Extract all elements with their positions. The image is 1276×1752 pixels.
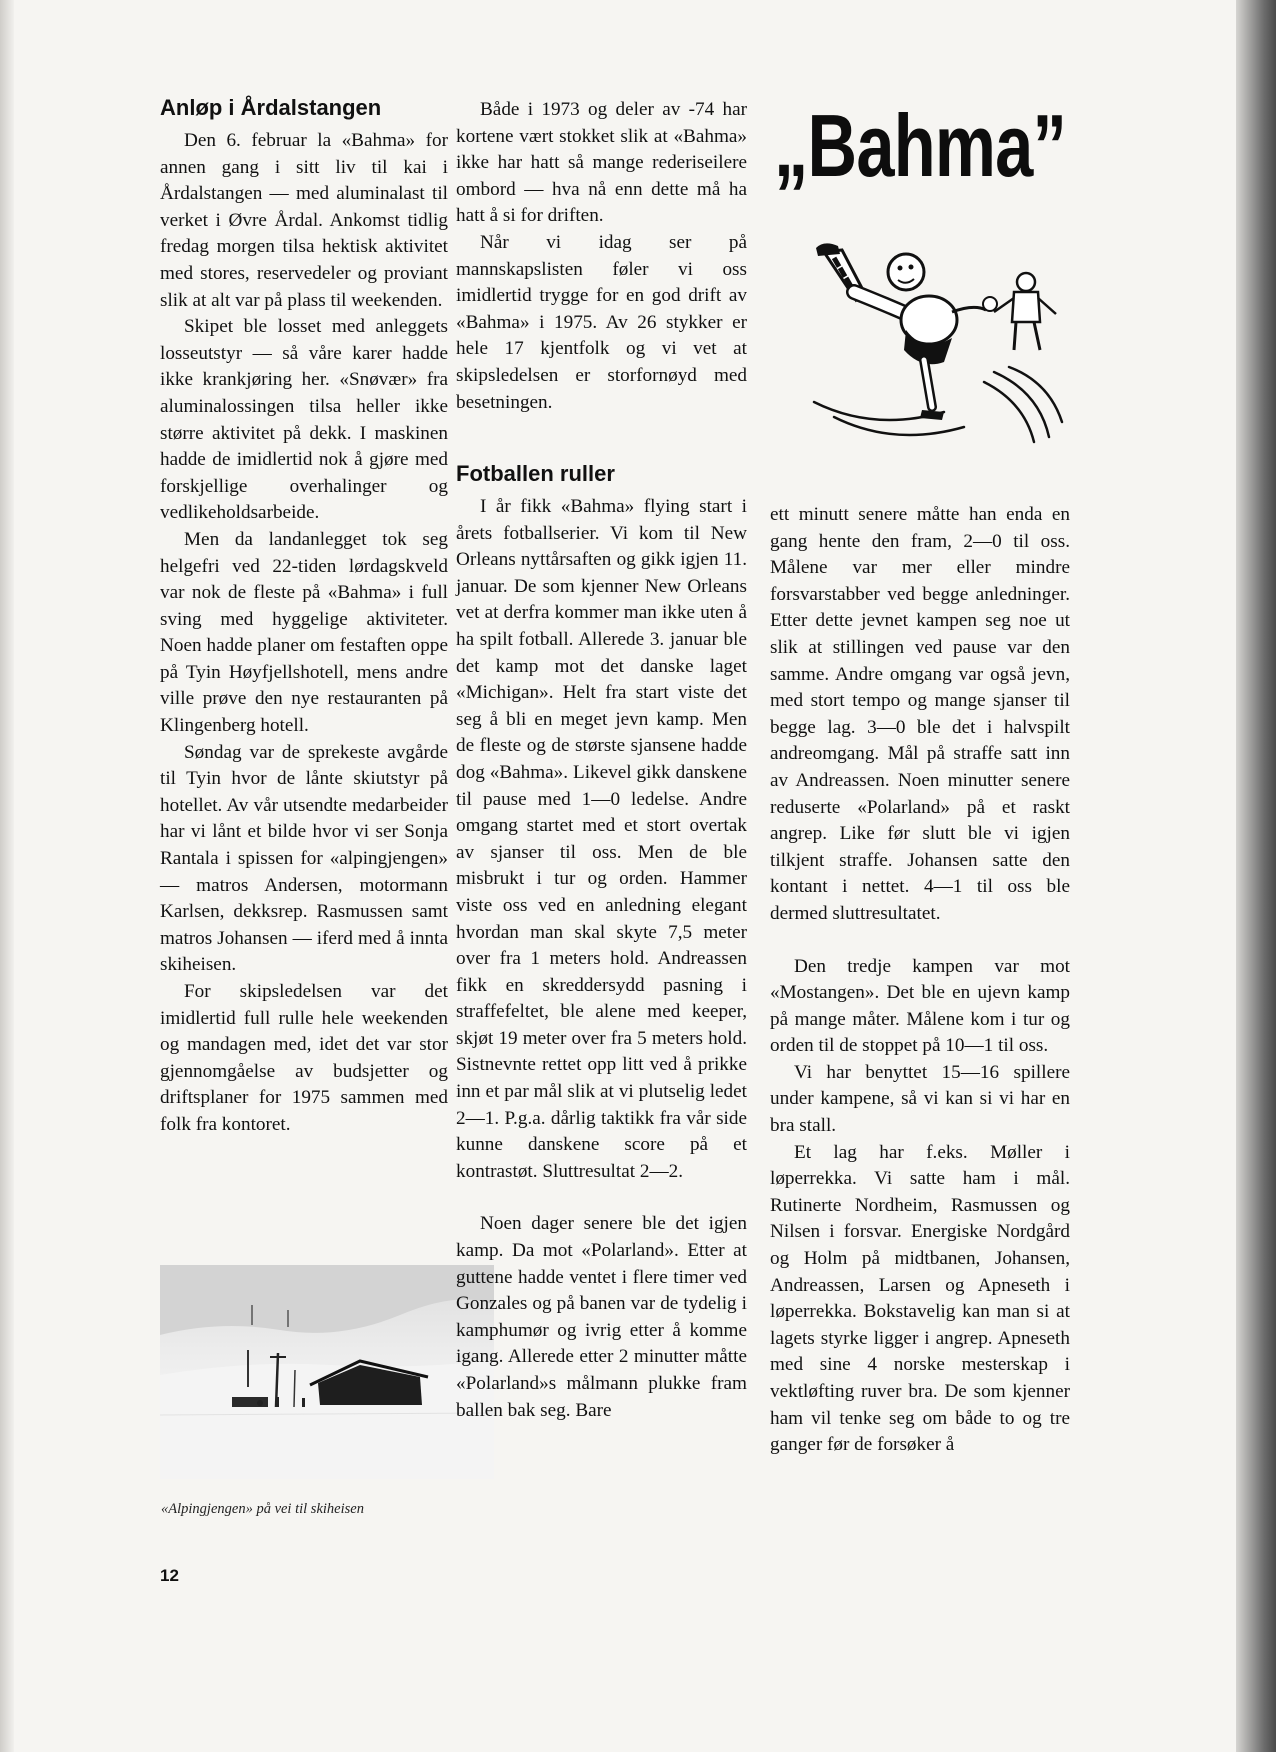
paragraph: Den tredje kampen var mot «Mostangen». Det ble en ujevn kamp på mange måter. Målene kom i tur og orden til de stoppet på 10—1 til oss. xyxy=(770,955,1070,1057)
column-2-top xyxy=(456,97,747,416)
article-heading-ardalstangen: Anløp i Årdalstangen xyxy=(160,95,382,120)
photo-caption: «Alpingjengen» på vei til skiheisen xyxy=(161,1501,364,1517)
paragraph: Den 6. februar la «Bahma» for annen gang i sitt liv til kai i Årdalstangen — med aluminalast til verket i Øvre Årdal. Ankomst tidlig fredag morgen tilsa hektisk aktivitet med stores, reservedeler og proviant slik at alt var på plass til weekenden. xyxy=(160,130,448,311)
ship-name-masthead: „Bahma” xyxy=(774,96,1067,195)
paragraph: I år fikk «Bahma» flying start i årets fotballserier. Vi kom til New Orleans nyttårsaften og gikk igjen 11. januar. De som kjenner New Orleans vet at derfra kommer man ikke uten å ha spilt fotball. Allerede 3. januar ble det kamp mot det danske laget «Michigan». Helt fra start viste det seg å bli en meget jevn kamp. Men de fleste og de største sjansene hadde dog «Bahma». Likevel gikk danskene til pause med 1—0 ledelse. Andre omgang startet med et stort overtak av sjanser til oss. Men de ble misbrukt i tur og orden. Hammer viste oss ved en anledning elegant hvordan man skal skyte 7,5 meter over fra 1 meters hold. Andreassen fikk en skreddersydd pasning i straffefeltet, ble alene med keeper, skjøt 19 meter over fra 5 meters hold. Sistnevnte rettet opp litt ved å prikke inn et par mål slik at vi plutselig ledet 2—1. P.g.a. dårlig taktikk fra vår side kunne danskene score på et kontrastøt. Sluttresultat 2—2. xyxy=(456,496,747,1182)
column-1 xyxy=(160,94,448,1139)
ski-lift-photo xyxy=(160,1265,494,1479)
snow-landscape-illustration xyxy=(160,1265,494,1479)
article-heading-fotballen: Fotballen ruller xyxy=(456,461,615,486)
paragraph: For skipsledelsen var det imidlertid full rulle hele weekenden og mandagen med, idet det var stor gjennomgåelse av budsjetter og driftsplaner for 1975 sammen med folk fra kontoret. xyxy=(160,981,448,1135)
football-player-cartoon xyxy=(794,242,1094,462)
paragraph: Søndag var de sprekeste avgårde til Tyin hvor de lånte skiutstyr på hotellet. Av vår utsendte medarbeider har vi lånt et bilde hvor vi ser Sonja Rantala i spissen for «alpingjengen» — matros Andersen, motormann Karlsen, dekksrep. Rasmussen samt matros Johansen — iferd med å innta skiheisen. xyxy=(160,741,448,976)
column-2-football xyxy=(456,460,747,1424)
paragraph: Både i 1973 og deler av -74 har kortene vært stokket slik at «Bahma» ikke har hatt så mange rederiseilere ombord — hva nå enn dette må ha hatt å si for driften. xyxy=(456,99,747,227)
paragraph: Et lag har f.eks. Møller i løperrekka. Vi satte ham i mål. Rutinerte Nordheim, Rasmussen og Nilsen i forsvar. Energiske Nordgård og Holm på midtbanen, Johansen, Andreassen, Larsen og Apneseth i løperrekka. Bokstavelig kan man si at lagets styrke ligger i angrep. Apneseth med sine 4 norske mesterskap i vektløfting ruver bra. De som kjenner ham vil tenke seg om både to og tre ganger før de forsøker å xyxy=(770,1141,1070,1456)
paragraph: Men da landanlegget tok seg helgefri ved 22-tiden lørdagskveld var nok de fleste på «Bahma» i full sving med hyggelige aktiviteter. Noen hadde planer om festaften oppe på Tyin Høyfjellshotell, mens andre ville prøve den nye restauranten på Klingenberg hotell. xyxy=(160,528,448,737)
page-edge-shadow xyxy=(1236,0,1276,1752)
paragraph: Skipet ble losset med anleggets losseutstyr — så våre karer hadde ikke krankjøring her. «Snøvær» fra aluminalossingen tilsa heller ikke større aktivitet på dekk. I maskinen hadde de imidlertid nok å gjøre med forskjellige overhalinger og vedlikeholdsarbeide. xyxy=(160,316,448,524)
column-3 xyxy=(770,502,1070,1459)
kicking-player-icon xyxy=(794,242,1094,462)
paragraph: ett minutt senere måtte han enda en gang hente den fram, 2—0 til oss. Målene var mer eller mindre forsvarstabber ved begge anledninger. Etter dette jevnet kampen seg noe ut slik at stillingen ved pause var den samme. Andre omgang var også jevn, med stort tempo og mange sjanser til begge lag. 3—0 ble det i halvspilt andreomgang. Mål på straffe satt inn av Andreassen. Noen minutter senere reduserte «Polarland» på et raskt angrep. Like før slutt ble vi igjen tilkjent straffe. Johansen satte den kontant i nettet. 4—1 til oss ble dermed sluttresultatet. xyxy=(770,504,1070,924)
magazine-page xyxy=(14,0,1236,1752)
paragraph: Når vi idag ser på mannskapslisten føler vi oss imidlertid trygge for en god drift av «Bahma» i 1975. Av 26 stykker er hele 17 kjentfolk og vi vet at skipsledelsen er storfornøyd med besetningen. xyxy=(456,231,747,413)
paragraph: Vi har benyttet 15—16 spillere under kampene, så vi kan si vi har en bra stall. xyxy=(770,1061,1070,1137)
page-number: 12 xyxy=(160,1566,179,1585)
paragraph: Noen dager senere ble det igjen kamp. Da mot «Polarland». Etter at guttene hadde ventet i flere timer ved Gonzales og på banen var de tydelig i kamphumør og ivrig etter å komme igang. Allerede etter 2 minutter måtte «Polarland»s målmann plukke fram ballen bak seg. Bare xyxy=(456,1213,747,1421)
binding-edge xyxy=(0,0,14,1752)
